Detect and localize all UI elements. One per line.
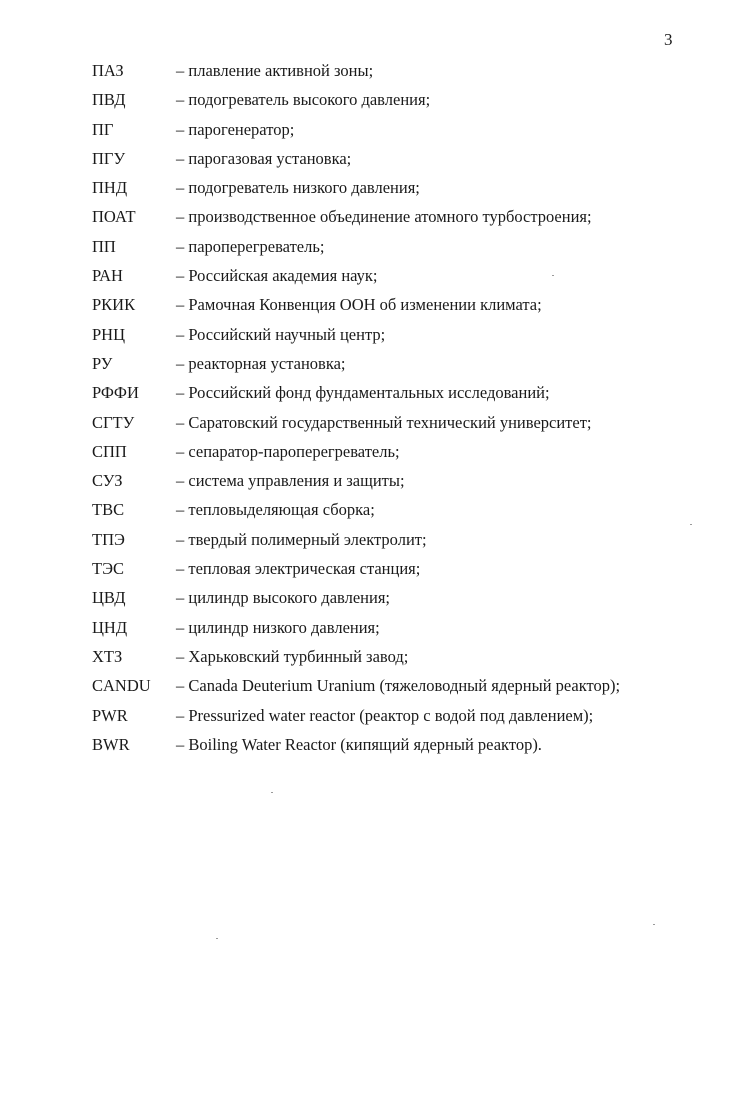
abbreviation-definition: – Canada Deuterium Uranium (тяжеловодный ядерный реактор); — [176, 676, 621, 696]
abbreviation-definition: – система управления и защиты; — [176, 471, 405, 491]
abbreviation-term: ПОАТ — [92, 207, 136, 227]
abbreviation-row — [92, 202, 712, 231]
abbreviation-definition: – Российская академия наук; — [176, 266, 378, 286]
scan-speck — [216, 938, 218, 939]
abbreviation-definition: – цилиндр высокого давления; — [176, 588, 390, 608]
abbreviation-term: ПГУ — [92, 148, 126, 168]
abbreviation-row — [92, 56, 712, 85]
abbreviation-definition: – Рамочная Конвенция ООН об изменении климата; — [176, 295, 542, 315]
abbreviation-term: ХТЗ — [92, 646, 123, 666]
abbreviation-row — [92, 613, 712, 642]
abbreviation-row — [92, 671, 712, 700]
abbreviation-term: ЦВД — [92, 588, 126, 608]
abbreviation-term: РАН — [92, 266, 123, 286]
abbreviation-definition: – тепловая электрическая станция; — [176, 559, 421, 579]
abbreviation-row — [92, 378, 712, 407]
page-number: 3 — [664, 30, 673, 49]
scan-speck — [653, 924, 655, 925]
abbreviation-definition: – Boiling Water Reactor (кипящий ядерный реактор). — [176, 734, 542, 754]
abbreviation-term: СГТУ — [92, 412, 135, 432]
abbreviation-row — [92, 115, 712, 144]
abbreviation-term: ТЭС — [92, 559, 124, 579]
abbreviation-definition: – твердый полимерный электролит; — [176, 529, 427, 549]
abbreviation-list — [92, 56, 712, 759]
scan-speck — [690, 524, 692, 525]
abbreviation-row — [92, 701, 712, 730]
abbreviation-row — [92, 642, 712, 671]
abbreviation-term: PWR — [92, 705, 128, 725]
abbreviation-row — [92, 495, 712, 524]
abbreviation-row — [92, 290, 712, 319]
abbreviation-definition: – парогазовая установка; — [176, 148, 352, 168]
abbreviation-definition: – тепловыделяющая сборка; — [176, 500, 375, 520]
abbreviation-definition: – подогреватель низкого давления; — [176, 178, 420, 198]
abbreviation-definition: – парогенератор; — [176, 119, 295, 139]
abbreviation-row — [92, 730, 712, 759]
abbreviation-term: ПГ — [92, 119, 114, 139]
abbreviation-term: РУ — [92, 353, 113, 373]
abbreviation-row — [92, 466, 712, 495]
abbreviation-definition: – Российский научный центр; — [176, 324, 386, 344]
abbreviation-term: ПНД — [92, 178, 128, 198]
abbreviation-row — [92, 437, 712, 466]
abbreviation-term: BWR — [92, 734, 130, 754]
abbreviation-term: ПАЗ — [92, 61, 124, 80]
abbreviation-row — [92, 408, 712, 437]
abbreviation-definition: – производственное объединение атомного турбостроения; — [176, 207, 592, 227]
abbreviation-definition: – цилиндр низкого давления; — [176, 617, 380, 637]
abbreviation-term: РКИК — [92, 295, 136, 315]
abbreviation-term: СПП — [92, 441, 127, 461]
abbreviation-row — [92, 349, 712, 378]
abbreviation-definition: – пароперегреватель; — [176, 236, 325, 256]
abbreviation-definition: – Pressurized water reactor (реактор с водой под давлением); — [176, 705, 594, 725]
abbreviation-definition: – сепаратор-пароперегреватель; — [176, 441, 400, 461]
abbreviation-row — [92, 525, 712, 554]
abbreviation-definition: – реакторная установка; — [176, 353, 346, 373]
abbreviation-term: ЦНД — [92, 617, 128, 637]
abbreviation-term: ПВД — [92, 90, 126, 110]
scan-speck — [552, 275, 554, 276]
scan-speck — [271, 792, 273, 793]
abbreviation-term: ПП — [92, 236, 116, 256]
abbreviation-term: ТВС — [92, 500, 125, 520]
abbreviation-definition: – подогреватель высокого давления; — [176, 90, 431, 110]
abbreviation-term: CANDU — [92, 676, 151, 696]
abbreviation-row — [92, 85, 712, 114]
abbreviation-term: ТПЭ — [92, 529, 125, 549]
abbreviation-definition: – Харьковский турбинный завод; — [176, 646, 409, 666]
abbreviation-term: РНЦ — [92, 324, 126, 344]
abbreviation-row — [92, 583, 712, 612]
abbreviation-row — [92, 173, 712, 202]
abbreviation-row — [92, 320, 712, 349]
abbreviation-definition: – Саратовский государственный технический университет; — [176, 412, 592, 432]
abbreviation-definition: – Российский фонд фундаментальных исследований; — [176, 383, 550, 403]
abbreviation-row — [92, 554, 712, 583]
abbreviation-row — [92, 144, 712, 173]
abbreviation-row — [92, 261, 712, 290]
abbreviation-term: СУЗ — [92, 471, 123, 491]
abbreviation-row — [92, 232, 712, 261]
abbreviation-definition: – плавление активной зоны; — [176, 61, 374, 80]
abbreviation-term: РФФИ — [92, 383, 139, 403]
